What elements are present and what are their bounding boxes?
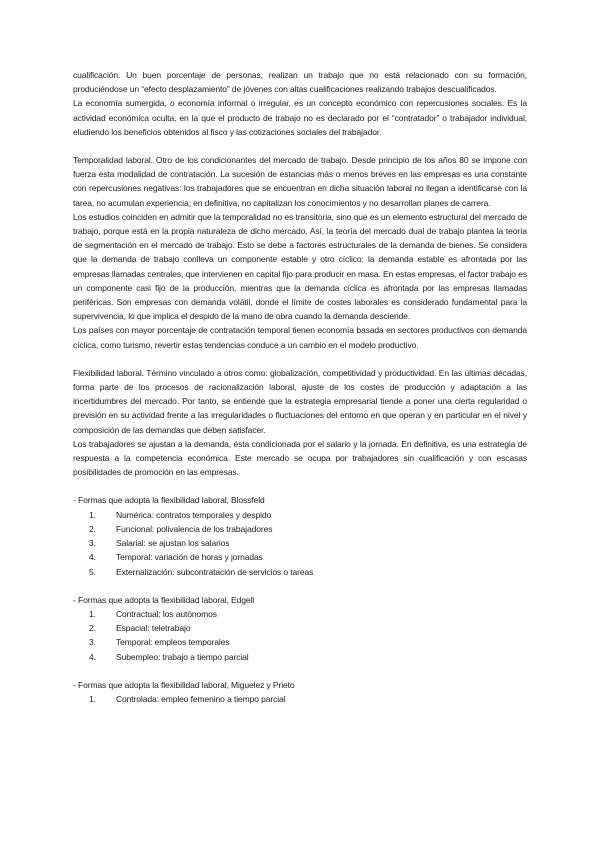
list-number: 1. <box>89 608 96 619</box>
list-item-text: Temporal: variación de horas y jornadas <box>116 552 263 563</box>
list-item-text: Contractual: los autónomos <box>116 608 217 619</box>
document-body <box>73 68 527 706</box>
list-item <box>89 508 527 522</box>
list-item <box>89 550 527 564</box>
list-item <box>89 635 527 649</box>
list-number: 1. <box>89 693 96 704</box>
list-item-text: Salarial: se ajustan los salarios <box>116 538 230 549</box>
list-number: 3. <box>89 538 96 549</box>
list-title: - Formas que adopta la flexibilidad laboral, Miguelez y Prieto <box>73 679 295 690</box>
list-item-text: Espacial: teletrabajo <box>116 623 191 634</box>
list-number: 4. <box>89 651 96 662</box>
paragraph-temporalidad-laboral: Temporalidad laboral. Otro de los condicionantes del mercado de trabajo. Desde principio de los años 80 se impone con fuerza esta modalidad de contratación. La sucesión de estancias más o menos breves en las empresas es una constante con repercusiones negativas: los trabajadores que se encuentran en dicha situación laboral no llegan a identificarse con la tarea, no acumulan experiencia; en definitiva, no capitalizan los conocimientos y no desarrollan planes de carrera. <box>73 155 527 208</box>
list-item <box>89 692 527 706</box>
list-item-text: Externalización: subcontratación de servicios o tareas <box>116 566 314 577</box>
list-item-text: Numérica: contratos temporales y despido <box>116 509 272 520</box>
list-item <box>89 650 527 664</box>
list-number: 3. <box>89 637 96 648</box>
list-blossfeld <box>73 493 527 578</box>
list-title: - Formas que adopta la flexibilidad laboral, Edgell <box>73 594 255 605</box>
list-item-text: Funcional: polivalencia de los trabajadores <box>116 523 273 534</box>
list-item <box>89 565 527 579</box>
list-number: 2. <box>89 623 96 634</box>
list-miguelez-prieto <box>73 678 527 706</box>
list-item <box>89 607 527 621</box>
paragraph-mercado-dual: Los estudios coinciden en admitir que la temporalidad no es transitoria, sino que es un elemento estructural del mercado de trabajo, porque está en la propia naturaleza de dicho mercado. Así, la teoría del mercado dual de trabajo plantea la teoría de segmentación en el mercado de trabajo. Esto se debe a factores estructurales de la demanda de bienes. Se considera que la demanda de trabajo conlleva un componente estable y otro cíclico: la demanda estable es afrontada por las empresas llamadas centrales, que intervienen en capital fijo para producir en masa. En estas empresas, el factor trabajo es un componente casi fijo de la producción, mientras que la demanda cíclica es afrontada por las empresas llamadas periféricas. Son empresas con demanda volátil, donde el límite de costes laborales es considerado fundamental para la supervivencia, lo que implica el despido de la mano de obra cuando la demanda desciende. <box>73 211 527 322</box>
list-number: 4. <box>89 552 96 563</box>
list-number: 2. <box>89 523 96 534</box>
paragraph-economia-sumergida: La economía sumergida, o economía informal o irregular, es un concepto económico con repercusiones sociales. Es la actividad económica oculta, en la que el producto de trabajo no es declarado por el “contratador” o trabajador individual, eludiendo los beneficios obtenidos al fisco y las cotizaciones sociales del trabajador. <box>73 98 527 137</box>
list-item <box>89 536 527 550</box>
paragraph-cualificacion: cualificación. Un buen porcentaje de personas, realizan un trabajo que no está relacionado con su formación, produciéndose un “efecto desplazamiento” de jóvenes con altas cualificaciones realizando trabajos descualificados. <box>73 70 527 95</box>
list-item-text: Temporal: empleos temporales <box>116 637 230 648</box>
list-number: 5. <box>89 566 96 577</box>
list-item <box>89 522 527 536</box>
list-item <box>89 621 527 635</box>
list-title: - Formas que adopta la flexibilidad laboral, Blossfeld <box>73 495 265 506</box>
list-item-text: Subempleo: trabajo a tiempo parcial <box>116 651 249 662</box>
list-edgell <box>73 593 527 664</box>
paragraph-paises-temporalidad: Los países con mayor porcentaje de contratación temporal tienen economía basada en sectores productivos con demanda cíclica, como turismo, revertir estas tendencias conduce a un cambio en el modelo productivo. <box>73 325 527 350</box>
paragraph-flexibilidad-laboral: Flexibilidad laboral. Término vinculado a otros como: globalización, competitividad y productividad. En las últimas décadas, forma parte de los procesos de racionalización laboral, ajuste de los costes de producción y adaptación a las incertidumbres del mercado. Por tanto, se entiende que la estrategia empresarial tiende a poner una cierta regularidad o previsión en su actividad frente a las irregularidades o fluctuaciones del entorno en que operan y en particular en el nivel y composición de las demandas que deben satisfacer. <box>73 367 527 435</box>
list-number: 1. <box>89 509 96 520</box>
paragraph-ajuste-demanda: Los trabajadores se ajustan a la demanda, ésta condicionada por el salario y la jornada. En definitiva, es una estrategia de respuesta a la competencia económica. Este mercado se ocupa por trabajadores sin cualificación y con escasas posibilidades de promoción en las empresas. <box>73 438 527 478</box>
list-item-text: Controlada: empleo femenino a tiempo parcial <box>116 693 286 704</box>
